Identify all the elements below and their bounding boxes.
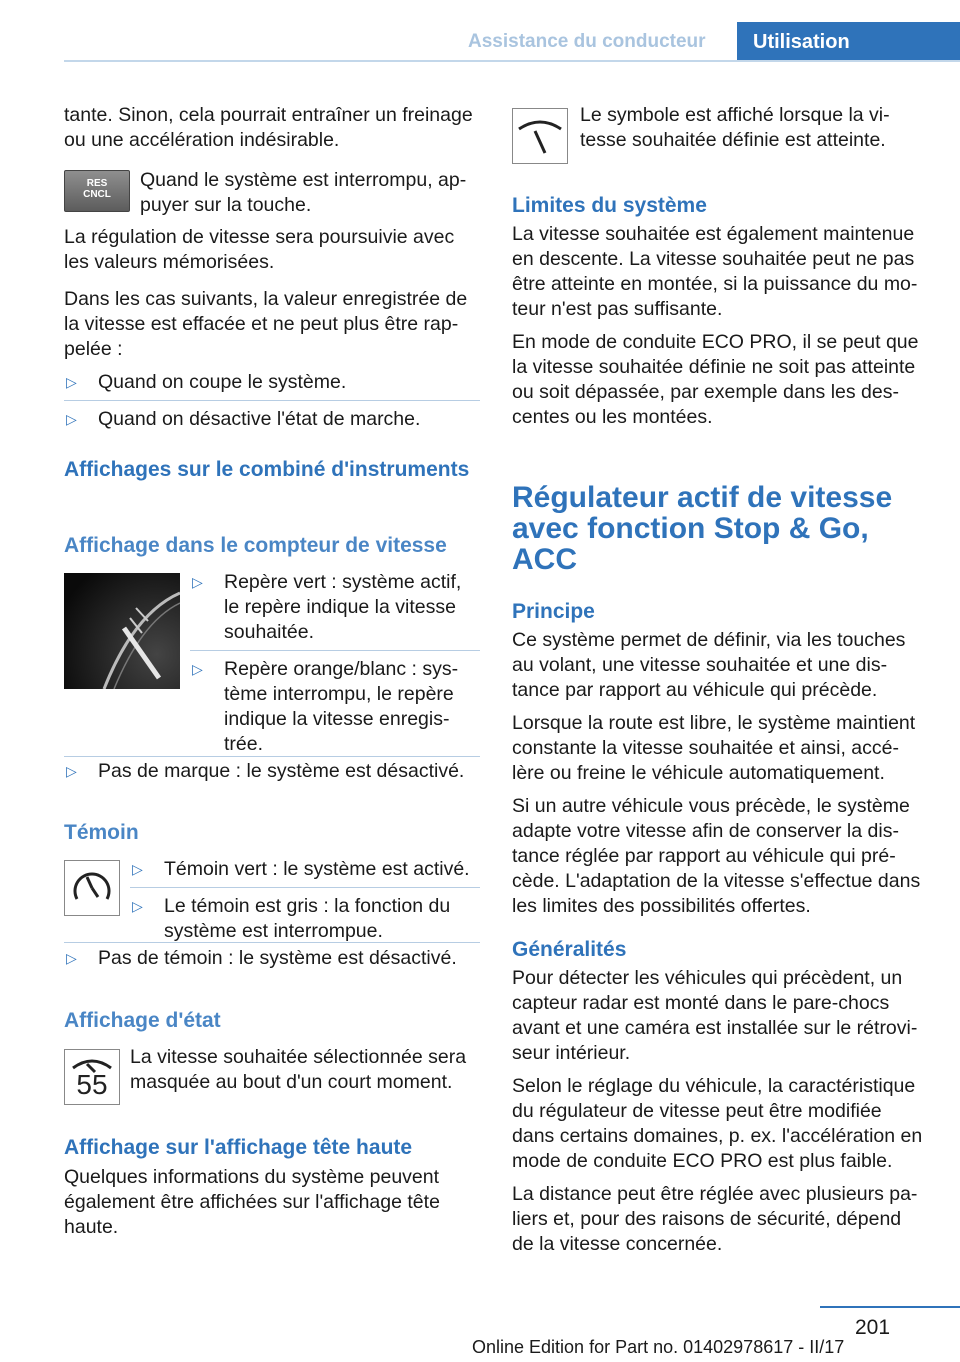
triangle-bullet-icon: ▷ — [66, 411, 77, 427]
header-tab-label: Utilisation — [753, 31, 850, 53]
list-item: ▷ Témoin vert : le système est activé. — [132, 858, 470, 880]
page-number: 201 — [855, 1316, 891, 1339]
header-tab — [737, 22, 960, 62]
list-item: ▷ Quand on désactive l'état de marche. — [66, 408, 421, 430]
divider — [64, 756, 480, 757]
section-heading: Limites du système — [512, 194, 707, 217]
paragraph: Ce système permet de définir, via les touches au volant, une vitesse souhaitée et une dis‐ tance par rapport au véhicule qui précède. — [512, 629, 906, 701]
paragraph: Pour détecter les véhicules qui précèdent, un capteur radar est monté dans le pare-chocs avant et une caméra est installée sur le rétrovi‐ seur intérieur. — [512, 967, 918, 1064]
divider — [190, 650, 480, 651]
triangle-bullet-icon: ▷ — [132, 898, 143, 914]
paragraph: La vitesse souhaitée sélectionnée sera masquée au bout d'un court moment. — [130, 1046, 467, 1093]
header-rule — [64, 60, 960, 62]
triangle-bullet-icon: ▷ — [66, 950, 77, 966]
triangle-bullet-icon: ▷ — [192, 574, 203, 590]
chapter-heading: Régulateur actif de vitesse avec fonction Stop & Go, ACC — [512, 481, 893, 576]
divider — [64, 400, 480, 401]
subsection-heading: Témoin — [64, 821, 139, 844]
section-heading: Affichages sur le combiné d'instruments — [64, 458, 470, 481]
header-section-title: Assistance du conducteur — [468, 31, 706, 52]
speed-reached-symbol-icon — [512, 108, 568, 164]
speedometer-image — [64, 573, 180, 689]
paragraph: La distance peut être réglée avec plusieurs pa‐ liers et, pour des raisons de sécurité, dépend de la vitesse concernée. — [512, 1183, 918, 1255]
triangle-bullet-icon: ▷ — [66, 374, 77, 390]
triangle-bullet-icon: ▷ — [66, 763, 77, 779]
cruise-indicator-icon — [64, 860, 120, 916]
triangle-bullet-icon: ▷ — [192, 661, 203, 677]
paragraph: En mode de conduite ECO PRO, il se peut que la vitesse souhaitée définie ne soit pas atteinte ou soit dépassée, par exemple dans les des‐ centes ou les montées. — [512, 331, 919, 428]
speed-status-icon — [64, 1049, 120, 1105]
list-item: ▷ Repère orange/blanc : sys‐ tème interrompu, le repère indique la vitesse enregis‐ trée. — [192, 658, 459, 755]
left-column — [64, 103, 480, 161]
section-heading: Principe — [512, 600, 595, 623]
paragraph: Le symbole est affiché lorsque la vi‐ tesse souhaitée définie est atteinte. — [580, 104, 890, 151]
list-item: ▷ Pas de témoin : le système est désactivé. — [66, 947, 457, 969]
list-item: ▷ Quand on coupe le système. — [66, 371, 347, 393]
footer-rule — [820, 1306, 960, 1308]
list-item: ▷ Pas de marque : le système est désactivé. — [66, 760, 465, 782]
paragraph: Selon le réglage du véhicule, la caractéristique du régulateur de vitesse peut être modifiée dans certains domaines, p. ex. l'accélération en mode de conduite ECO PRO est plus faible. — [512, 1075, 923, 1172]
paragraph: Si un autre véhicule vous précède, le système adapte votre vitesse afin de conserver la dis‐ tance réglée par rapport au véhicule qui pré‐ cède. L'adaptation de la vitesse s'effectue dans les limites des possibilités offertes. — [512, 795, 921, 917]
divider — [64, 942, 480, 943]
subsection-heading: Affichage dans le compteur de vitesse — [64, 534, 447, 557]
subsection-heading: Affichage d'état — [64, 1009, 221, 1032]
list-item: ▷ Le témoin est gris : la fonction du système est interrompue. — [132, 895, 451, 942]
paragraph: Quand le système est interrompu, ap‐ puyer sur la touche. — [140, 169, 467, 216]
paragraph: Quelques informations du système peuvent également être affichées sur l'affichage tête haute. — [64, 1166, 440, 1238]
edition-note: Online Edition for Part no. 01402978617 - II/17 — [472, 1337, 845, 1357]
divider — [130, 887, 480, 888]
paragraph: Dans les cas suivants, la valeur enregistrée de la vitesse est effacée et ne peut plus être rap‐ pelée : — [64, 288, 468, 360]
list-item: ▷ Repère vert : système actif, le repère indique la vitesse souhaitée. — [192, 571, 462, 643]
paragraph: La vitesse souhaitée est également maintenue en descente. La vitesse souhaitée peut ne pas être atteinte en montée, si la puissance du mo‐ teur n'est pas suffisante. — [512, 223, 918, 320]
res-cncl-button-icon: RES CNCL — [64, 170, 130, 212]
section-heading: Affichage sur l'affichage tête haute — [64, 1136, 413, 1159]
paragraph: Lorsque la route est libre, le système maintient constante la vitesse souhaitée et ainsi, accé‐ lère ou freine le véhicule automatiquement. — [512, 712, 916, 784]
section-heading: Généralités — [512, 938, 627, 961]
paragraph: La régulation de vitesse sera poursuivie avec les valeurs mémorisées. — [64, 226, 455, 273]
paragraph: tante. Sinon, cela pourrait entraîner un freinage ou une accélération indésirable. — [64, 104, 473, 151]
status-speed-value: 55 — [76, 1069, 108, 1100]
triangle-bullet-icon: ▷ — [132, 861, 143, 877]
